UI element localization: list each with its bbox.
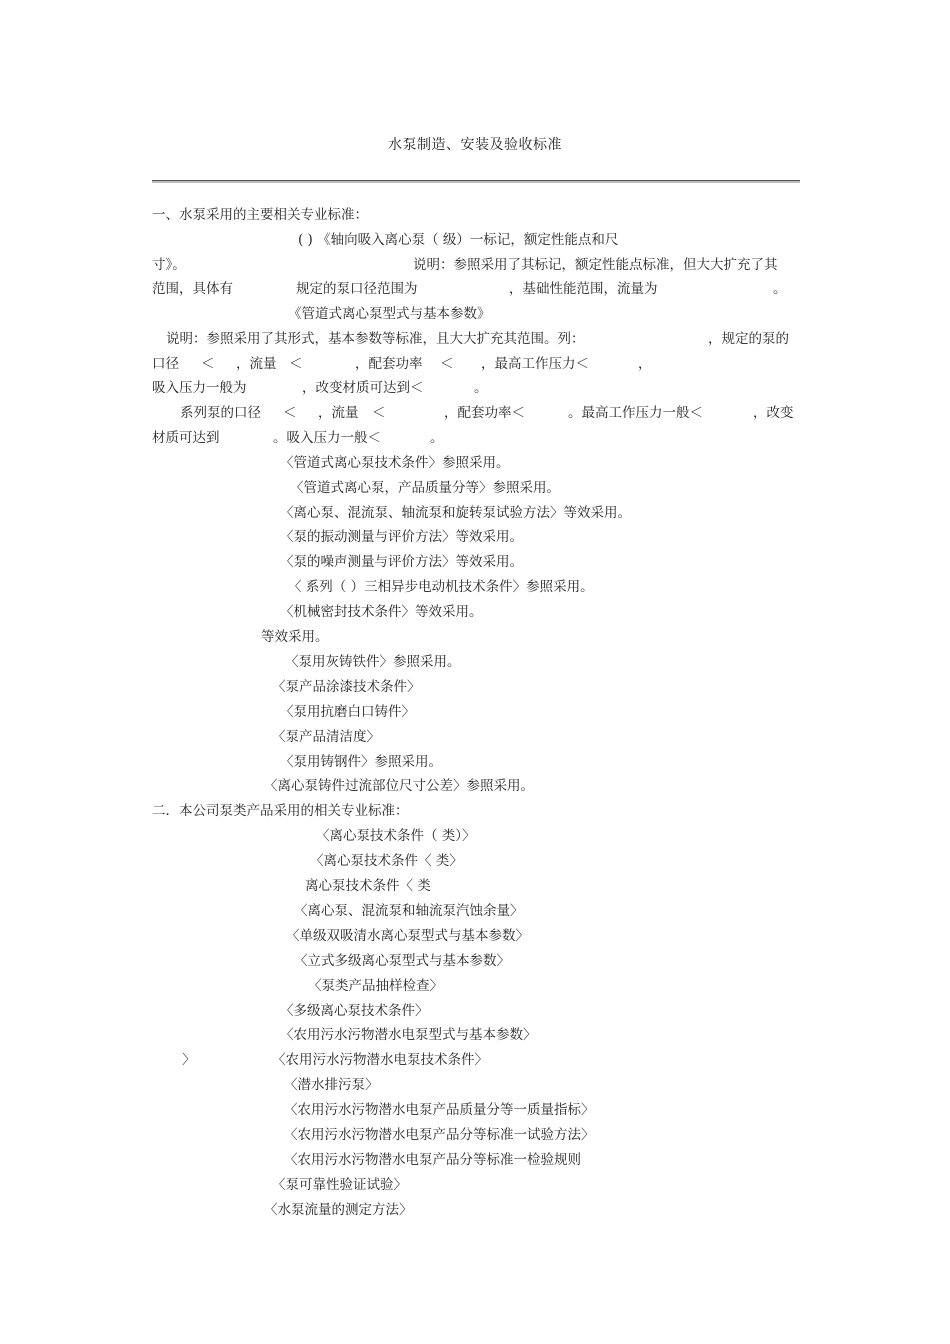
text-line: 。吸入压力一般＜ xyxy=(273,430,381,446)
text-line: ＜ xyxy=(440,356,454,372)
text-line: ，流量 xyxy=(236,356,277,372)
text-line: 〈农用污水污物潜水电泵型式与基本参数〉 xyxy=(280,1027,537,1043)
text-line: 〈农用污水污物潜水电泵技术条件〉 xyxy=(272,1052,488,1068)
text-line: 〈泵类产品抽样检查〉 xyxy=(308,978,443,994)
text-line: 〈泵的振动测量与评价方法〉等效采用。 xyxy=(280,529,523,545)
text-line: 〈离心泵技术条件〈 类〉 xyxy=(310,853,463,869)
text-line: 〈农用污水污物潜水电泵产品分等标准一试验方法〉 xyxy=(284,1127,595,1143)
text-line: 〈立式多级离心泵型式与基本参数〉 xyxy=(294,953,510,969)
text-line: 一、水泵采用的主要相关专业标准： xyxy=(152,207,368,223)
text-line: ，改变材质可达到＜ xyxy=(302,380,424,396)
text-line: 。最高工作压力一般＜ xyxy=(568,405,703,421)
text-line: 〈离心泵铸件过流部位尺寸公差〉参照采用。 xyxy=(264,778,534,794)
text-line: ＜ xyxy=(289,356,303,372)
document-title: 水泵制造、安装及验收标准 xyxy=(388,137,562,153)
text-line: 寸》。 xyxy=(152,257,186,273)
text-line: 〈泵产品涂漆技术条件〉 xyxy=(272,679,421,695)
text-line: 〈多级离心泵技术条件〉 xyxy=(280,1003,429,1019)
text-line: 离心泵技术条件〈 类 xyxy=(305,878,431,894)
text-line: ，配套功率＜ xyxy=(444,405,525,421)
text-line: 〈水泵流量的测定方法〉 xyxy=(264,1202,413,1218)
text-line: 范围，具体有 xyxy=(152,281,233,297)
text-line: ，改变 xyxy=(753,405,794,421)
text-line: 〈泵用灰铸铁件〉参照采用。 xyxy=(285,654,461,670)
text-line: 说明：参照采用了其标记，额定性能点标准，但大大扩充了其 xyxy=(413,257,778,273)
title-divider xyxy=(152,180,800,183)
text-line: 〈泵用抗磨白口铸件〉 xyxy=(280,704,415,720)
text-line: 吸入压力一般为 xyxy=(152,380,247,396)
text-line: ，最高工作压力＜ xyxy=(481,356,589,372)
text-line: 〈机械密封技术条件〉等效采用。 xyxy=(280,604,483,620)
text-line: ， xyxy=(638,356,652,372)
text-line: 〈潜水排污泵〉 xyxy=(284,1077,379,1093)
text-line: 〈泵的噪声测量与评价方法〉等效采用。 xyxy=(280,554,523,570)
text-line: 说明：参照采用了其形式，基本参数等标准，且大大扩充其范围。列： xyxy=(166,331,585,347)
text-line: 规定的泵口径范围为 xyxy=(296,281,418,297)
text-line: 〈农用污水污物潜水电泵产品分等标准一检验规则 xyxy=(284,1152,581,1168)
text-line: 《管道式离心泵型式与基本参数》 xyxy=(288,306,491,322)
text-line: 〈泵可靠性验证试验〉 xyxy=(272,1177,407,1193)
text-line: 〈离心泵、混流泵、轴流泵和旋转泵试验方法〉等效采用。 xyxy=(280,505,631,521)
text-line: ，流量 xyxy=(318,405,359,421)
text-line: ＜ xyxy=(283,405,297,421)
text-line: 〈 系列（ ）三相异步电动机技术条件〉参照采用。 xyxy=(288,579,594,595)
text-line: 〈泵产品清洁度〉 xyxy=(272,729,380,745)
text-line: 〈管道式离心泵技术条件〉参照采用。 xyxy=(280,455,510,471)
text-line: ，配套功率 xyxy=(355,356,423,372)
text-line: 。 xyxy=(474,380,488,396)
text-line: 等效采用。 xyxy=(261,629,329,645)
text-line: 系列泵的口径 xyxy=(180,405,261,421)
text-line: 〈单级双吸清水离心泵型式与基本参数〉 xyxy=(286,928,529,944)
text-line: 〈泵用铸钢件〉参照采用。 xyxy=(280,754,442,770)
text-line: 口径 xyxy=(152,356,179,372)
text-line: ＜ xyxy=(372,405,386,421)
text-line: 〈离心泵、混流泵和轴流泵汽蚀余量〉 xyxy=(294,903,524,919)
text-line: 。 xyxy=(430,430,444,446)
text-line: 二．本公司泵类产品采用的相关专业标准： xyxy=(152,803,409,819)
text-line: 〉 xyxy=(182,1052,196,1068)
text-line: 〈农用污水污物潜水电泵产品质量分等一质量指标〉 xyxy=(284,1102,595,1118)
text-line: 〈管道式离心泵，产品质量分等〉参照采用。 xyxy=(290,480,560,496)
text-line: 〈离心泵技术条件（ 类）〉 xyxy=(316,828,476,844)
text-line: ，规定的泵的 xyxy=(708,331,789,347)
text-line: ( ) 《轴向吸入离心泵（ 级）一标记，额定性能点和尺 xyxy=(298,232,619,248)
text-line: 。 xyxy=(773,281,787,297)
text-line: ＜ xyxy=(201,356,215,372)
text-line: 材质可达到 xyxy=(152,430,220,446)
text-line: ，基础性能范围，流量为 xyxy=(509,281,658,297)
